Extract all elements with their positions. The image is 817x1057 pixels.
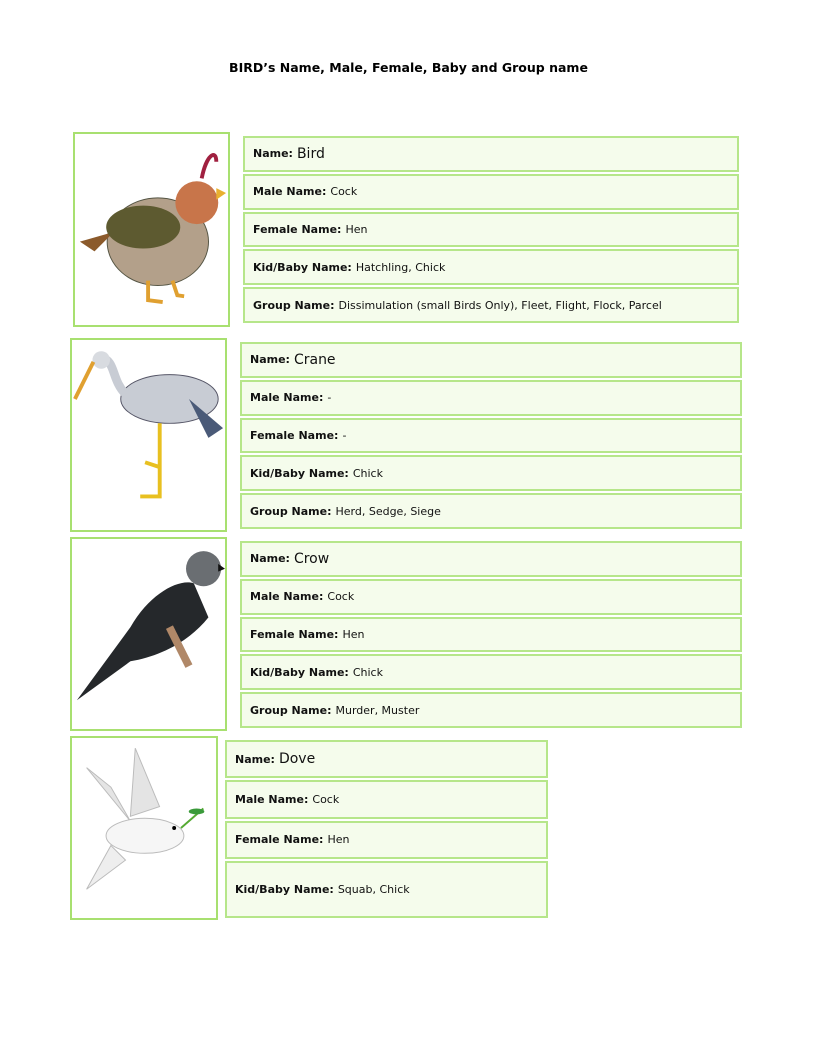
name-row [243,136,739,172]
baby-row [243,249,739,285]
crane-image [70,338,227,532]
female-row [243,212,739,248]
value: Chick [352,665,383,679]
value: Squab, Chick [337,882,410,896]
label: Name: [235,752,275,766]
value: Herd, Sedge, Siege [335,504,441,518]
bird-info-table [240,541,742,728]
label: Female Name: [253,222,342,236]
value: Bird [296,145,325,162]
female-row [225,821,548,859]
value: Murder, Muster [335,703,420,717]
male-row [240,380,742,416]
group-row [240,493,742,529]
bird-info-table [225,740,548,918]
value: Hen [327,833,350,847]
label: Kid/Baby Name: [250,665,349,679]
value: Chick [352,466,383,480]
value: Dissimulation (small Birds Only), Fleet, Flight, Flock, Parcel [338,298,662,312]
label: Group Name: [253,298,335,312]
baby-row [225,861,548,918]
label: Male Name: [250,590,324,604]
female-row [240,617,742,653]
value: Hatchling, Chick [355,260,446,274]
value: - [342,428,347,442]
label: Group Name: [250,703,332,717]
label: Female Name: [250,428,339,442]
label: Group Name: [250,504,332,518]
value: Hen [345,222,368,236]
label: Male Name: [250,391,324,405]
label: Male Name: [253,185,327,199]
baby-row [240,455,742,491]
label: Name: [250,353,290,367]
bird-info-table [243,136,739,323]
page-title: BIRD’s Name, Male, Female, Baby and Group name [229,60,588,75]
value: Hen [342,627,365,641]
value: Cock [312,792,340,806]
value: - [327,391,332,405]
baby-row [240,654,742,690]
label: Female Name: [235,833,324,847]
label: Male Name: [235,792,309,806]
group-row [240,692,742,728]
name-row [225,740,548,778]
dove-image [70,736,218,920]
male-row [225,780,548,818]
male-row [240,579,742,615]
bird-info-table [240,342,742,529]
group-row [243,287,739,323]
value: Dove [278,751,316,768]
label: Name: [250,552,290,566]
value: Cock [330,185,358,199]
male-row [243,174,739,210]
label: Kid/Baby Name: [253,260,352,274]
label: Female Name: [250,627,339,641]
crow-image [70,537,227,731]
label: Kid/Baby Name: [250,466,349,480]
value: Crane [293,351,336,368]
female-row [240,418,742,454]
value: Crow [293,550,330,567]
value: Cock [327,590,355,604]
label: Name: [253,147,293,161]
label: Kid/Baby Name: [235,882,334,896]
quail-image [73,132,230,327]
name-row [240,342,742,378]
name-row [240,541,742,577]
